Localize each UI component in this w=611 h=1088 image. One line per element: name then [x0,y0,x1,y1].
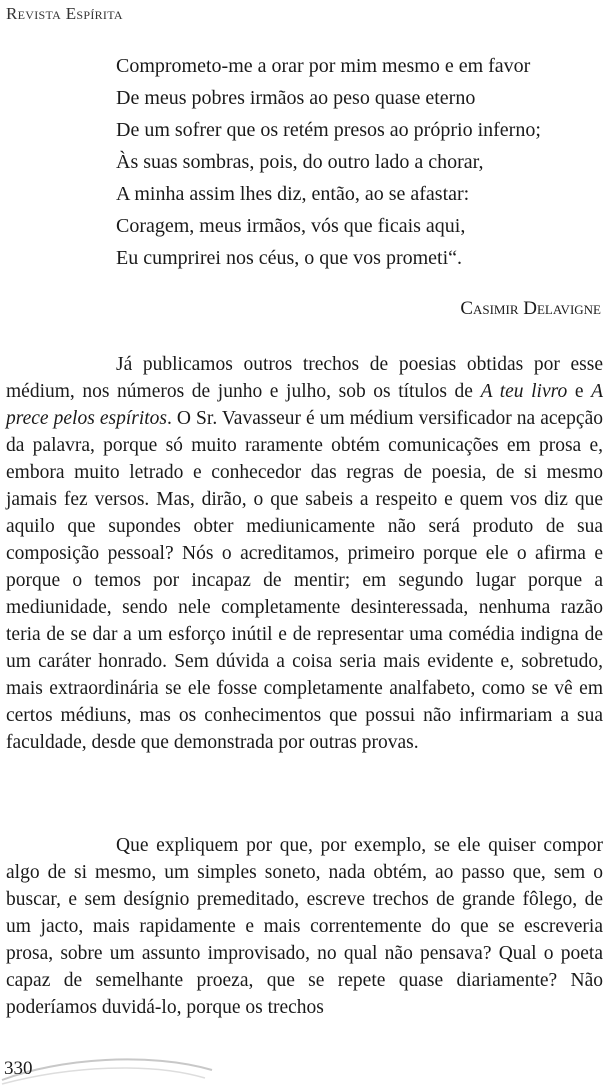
poem-line: Comprometo-me a orar por mim mesmo e em favor [116,55,531,77]
title-a-teu-livro: A teu livro [480,381,568,402]
poem-line: De meus pobres irmãos ao peso quase eterno [116,87,476,109]
poem-line: Às suas sombras, pois, do outro lado a chorar, [116,151,484,173]
body-paragraph-1 [6,351,603,756]
para1-text-c: . O Sr. Vavasseur é um médium versificador na acepção da palavra, porque só muito raramente obtém comunicações em prosa e, embora muito letrado e conhecedor das regras de poesia, de si mesmo jamais fez versos. Mas, dirão, o que sabeis a respeito e quem vos diz que aquilo que supondes obter mediunicamente não será produto de sua composição pessoal? Nós o acreditamos, primeiro porque ele o afirma e porque o temos por incapaz de mentir; em segundo lugar porque a mediunidade, sendo nele completamente desinteressada, nenhuma razão teria de se dar a um esforço inútil e de representar uma comédia indigna de um caráter honrado. Sem dúvida a coisa seria mais evidente e, sobretudo, mais extraordinária se ele fosse completamente analfabeto, como se vê em certos médiuns, mas os conhecimentos que possui não infirmariam a sua faculdade, desde que demonstrada por outras provas. [6,408,603,753]
poem-signature: Casimir Delavigne [460,298,601,319]
poem-line: De um sofrer que os retém presos ao próprio inferno; [116,119,541,141]
poem-line: Eu cumprirei nos céus, o que vos prometi“. [116,247,463,269]
body-paragraph-2: Que expliquem por que, por exemplo, se ele quiser compor algo de si mesmo, um simples soneto, nada obtém, ao passo que, sem o buscar, e sem desígnio premeditado, escreve trechos de grande fôlego, de um jacto, mais rapidamente e mais correntemente do que se escreveria prosa, sobre um assunto improvisado, no qual não pensava? Qual o poeta capaz de semelhante proeza, que se repete quase diariamente? Não poderíamos duvidá-lo, porque os trechos [6,835,603,1018]
para1-text-b: e [567,381,592,402]
running-head: Revista Espírita [6,4,123,23]
para1-text-a: Já publicamos outros trechos de poesias obtidas por esse médium, nos números de junho e julho, sob os títulos de [6,354,603,402]
poem-line: A minha assim lhes diz, então, ao se afastar: [116,183,470,205]
poem-stanza [116,50,541,274]
page-number: 330 [4,1058,33,1079]
poem-line: Coragem, meus irmãos, vós que ficais aqui, [116,215,466,237]
page-ornament-swoosh [0,1048,220,1088]
title-a-prece: A prece pelos espíritos [6,381,603,429]
